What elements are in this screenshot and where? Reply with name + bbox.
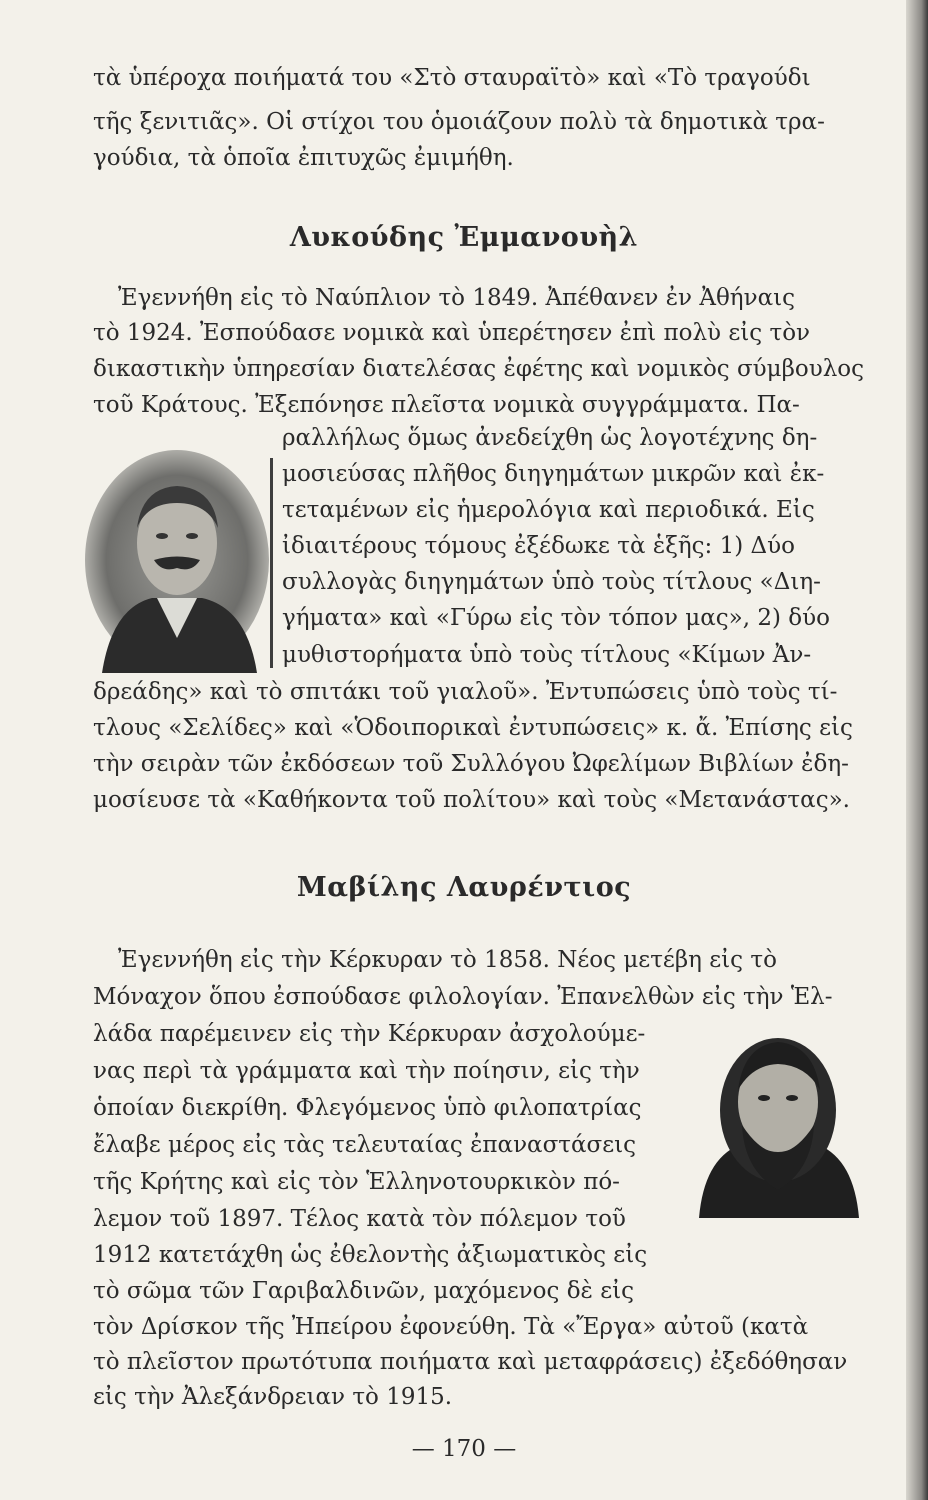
body-line: τὴν σειρὰν τῶν ἐκδόσεων τοῦ Συλλόγου Ὠφελίμων Βιβλίων ἐδη- [93,751,849,777]
body-line: μυθιστορήματα ὑπὸ τοὺς τίτλους «Κίμων Ἀν- [282,642,812,668]
body-line: τῆς Κρήτης καὶ εἰς τὸν Ἑλληνοτουρκικὸν πό- [93,1169,620,1195]
body-line: τὸν Δρίσκον τῆς Ἠπείρου ἐφονεύθη. Τὰ «Ἔργα» αὐτοῦ (κατὰ [93,1314,809,1340]
body-line: γήματα» καὶ «Γύρω εἰς τὸν τόπον μας», 2) δύο [282,605,830,631]
body-line: δρεάδης» καὶ τὸ σπιτάκι τοῦ γιαλοῦ». Ἐντυπώσεις ὑπὸ τοὺς τί- [93,679,838,705]
body-line: τεταμένων εἰς ἡμερολόγια καὶ περιοδικά. Εἰς [282,497,815,523]
body-line: τὸ σῶμα τῶν Γαριβαλδινῶν, μαχόμενος δὲ εἰς [93,1278,635,1304]
body-line: ραλλήλως ὅμως ἀνεδείχθη ὡς λογοτέχνης δη- [282,425,818,451]
body-line: λεμον τοῦ 1897. Τέλος κατὰ τὸν πόλεμον τοῦ [93,1206,626,1232]
body-line: μοσίευσε τὰ «Καθήκοντα τοῦ πολίτου» καὶ τοὺς «Μετανάστας». [93,787,850,813]
body-line: δικαστικὴν ὑπηρεσίαν διατελέσας ἐφέτης καὶ νομικὸς σύμβουλος [93,356,865,382]
body-line: ἔλαβε μέρος εἰς τὰς τελευταίας ἐπαναστάσεις [93,1132,637,1158]
portrait-mavilis [694,1030,862,1218]
body-line: νας περὶ τὰ γράμματα καὶ τὴν ποίησιν, εἰς τὴν [93,1058,640,1084]
body-line: μοσιεύσας πλῆθος διηγημάτων μικρῶν καὶ ἐκ- [282,461,825,487]
body-line: τὸ 1924. Ἐσπούδασε νομικὰ καὶ ὑπερέτησεν ἐπὶ πολὺ εἰς τὸν [93,320,811,346]
body-line: 1912 κατετάχθη ὡς ἐθελοντὴς ἀξιωματικὸς εἰς [93,1242,648,1268]
intro-line: τῆς ξενιτιᾶς». Οἱ στίχοι του ὁμοιάζουν πολὺ τὰ δημοτικὰ τρα- [93,109,825,135]
page-number: — 170 — [411,1436,517,1462]
body-line: εἰς τὴν Ἀλεξάνδρειαν τὸ 1915. [93,1384,453,1410]
body-line: ἰδιαιτέρους τόμους ἐξέδωκε τὰ ἑξῆς: 1) Δύο [282,533,795,559]
section-heading-lykoudis: Λυκούδης Ἐμμανουὴλ [289,222,639,253]
portrait-lykoudis [82,448,272,673]
body-line: Ἐγεννήθη εἰς τὴν Κέρκυραν τὸ 1858. Νέος μετέβη εἰς τὸ [118,947,777,973]
section-heading-mavilis: Μαβίλης Λαυρέντιος [296,872,632,903]
body-line: λάδα παρέμεινεν εἰς τὴν Κέρκυραν ἀσχολούμε- [93,1021,646,1047]
body-line: τλους «Σελίδες» καὶ «Ὁδοιπορικαὶ ἐντυπώσεις» κ. ἄ. Ἐπίσης εἰς [93,715,853,741]
body-line: Ἐγεννήθη εἰς τὸ Ναύπλιον τὸ 1849. Ἀπέθανεν ἐν Ἀθήναις [118,285,795,311]
body-line: τὸ πλεῖστον πρωτότυπα ποιήματα καὶ μεταφράσεις) ἐξεδόθησαν [93,1349,848,1375]
intro-line: τὰ ὑπέροχα ποιήματά του «Στὸ σταυραϊτὸ» καὶ «Τὸ τραγούδι [93,65,811,91]
body-line: Μόναχον ὅπου ἐσπούδασε φιλολογίαν. Ἐπανελθὼν εἰς τὴν Ἑλ- [93,984,833,1010]
intro-line: γούδια, τὰ ὁποῖα ἐπιτυχῶς ἐμιμήθη. [93,145,514,171]
body-line: συλλογὰς διηγημάτων ὑπὸ τοὺς τίτλους «Διη- [282,569,821,595]
body-line: τοῦ Κράτους. Ἐξεπόνησε πλεῖστα νομικὰ συγγράμματα. Πα- [93,392,800,418]
body-line: ὁποίαν διεκρίθη. Φλεγόμενος ὑπὸ φιλοπατρίας [93,1095,642,1121]
